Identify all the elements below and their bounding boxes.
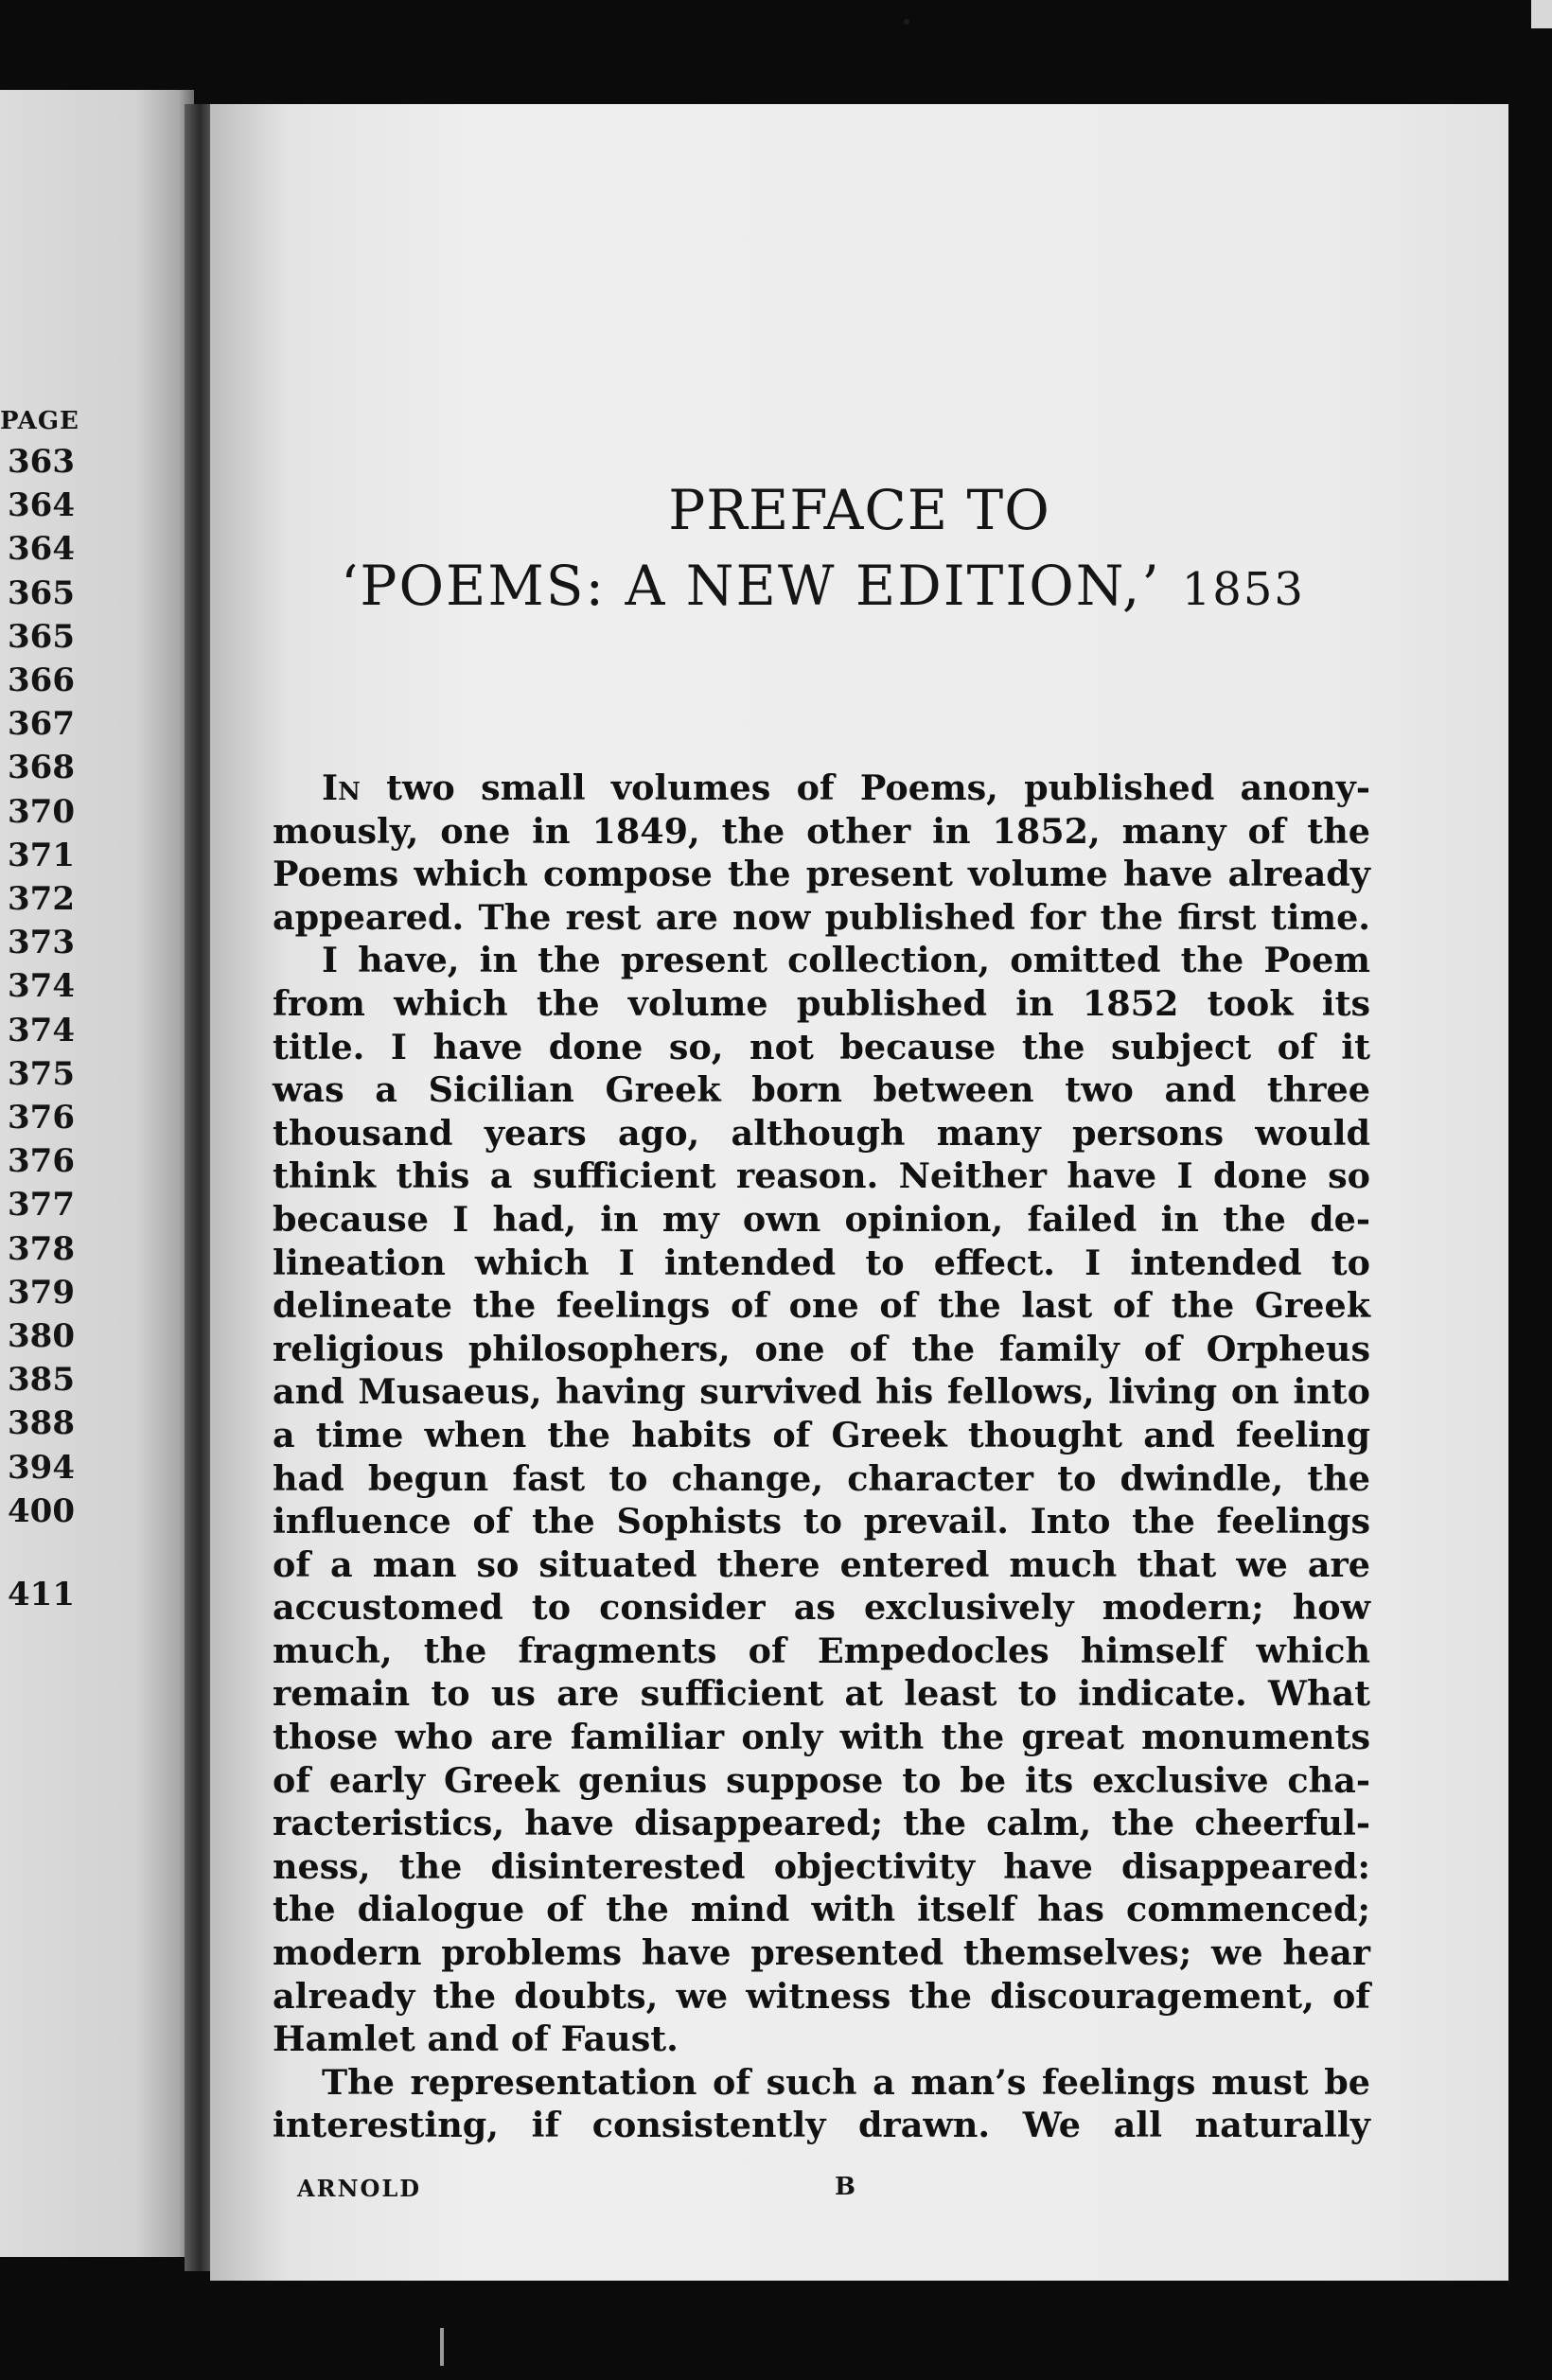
text-line: remain to us are sufficient at least to indicate. What xyxy=(273,1673,1370,1715)
text-line: because I had, in my own opinion, failed in the de- xyxy=(273,1198,1370,1240)
text-line: appeared. The rest are now published for the first time. xyxy=(273,896,1370,938)
page-number: 377 xyxy=(8,1186,75,1225)
text-line: a time when the habits of Greek thought and feeling xyxy=(273,1414,1370,1455)
text-line: and Musaeus, having survived his fellows, living on into xyxy=(273,1371,1370,1413)
page-number: 375 xyxy=(8,1054,75,1093)
text-line: already the doubts, we witness the discouragement, of xyxy=(273,1975,1370,2017)
text-line: Hamlet and of Faust. xyxy=(273,2019,679,2060)
line-text: two small volumes of Poems, published anony- xyxy=(360,767,1370,808)
page-number: 376 xyxy=(8,1099,75,1137)
page-number: 374 xyxy=(8,967,75,1006)
text-line: title. I have done so, not because the subject of it xyxy=(273,1026,1370,1067)
text-line: the dialogue of the mind with itself has commenced; xyxy=(273,1889,1370,1930)
page-number: 363 xyxy=(8,443,75,481)
page-number: 367 xyxy=(8,705,75,744)
text-line: those who are familiar only with the great monuments xyxy=(273,1717,1370,1758)
text-line: think this a sufficient reason. Neither have I done so xyxy=(273,1155,1370,1197)
text-line: Poems which compose the present volume have already xyxy=(273,854,1370,895)
text-line: mously, one in 1849, the other in 1852, many of the xyxy=(273,810,1370,852)
page-number: 368 xyxy=(8,749,75,787)
page-number: 365 xyxy=(8,573,75,612)
page-number: 366 xyxy=(8,661,75,700)
page-number: 372 xyxy=(8,880,75,919)
signature-mark: B xyxy=(835,2173,855,2201)
text-line: ness, the disinterested objectivity have disappeared: xyxy=(273,1845,1370,1887)
page-number: 400 xyxy=(8,1491,75,1530)
drop-word: In xyxy=(322,767,361,808)
preface-body xyxy=(273,767,1370,2147)
page-number: 378 xyxy=(8,1229,75,1268)
page-number: 388 xyxy=(8,1404,75,1443)
scan-dust-spot xyxy=(904,19,909,25)
text-line: lineation which I intended to effect. I intended to xyxy=(273,1242,1370,1283)
text-line: thousand years ago, although many persons would xyxy=(273,1112,1370,1154)
text-line: modern problems have presented themselves; we hear xyxy=(273,1932,1370,1974)
page-number: 364 xyxy=(8,486,75,525)
text-line: of early Greek genius suppose to be its exclusive cha- xyxy=(273,1759,1370,1801)
scan-bottom-artifact xyxy=(440,2328,444,2366)
text-line: of a man so situated there entered much that we are xyxy=(273,1543,1370,1585)
index-gap xyxy=(0,1533,104,1573)
page-subtitle xyxy=(341,554,1305,618)
text-line: racteristics, have disappeared; the calm, the cheerful- xyxy=(273,1803,1370,1844)
text-line: was a Sicilian Greek born between two and three xyxy=(273,1069,1370,1111)
text-line: had begun fast to change, character to dwindle, the xyxy=(273,1457,1370,1499)
scan-corner-artifact xyxy=(1531,0,1552,28)
page-title: PREFACE TO xyxy=(668,478,1050,542)
contents-page-numbers xyxy=(0,402,104,1616)
text-line: much, the fragments of Empedocles himself which xyxy=(273,1630,1370,1671)
page-number: 365 xyxy=(8,617,75,656)
text-line xyxy=(273,767,1370,810)
page-number: 376 xyxy=(8,1142,75,1181)
preface-page xyxy=(210,104,1508,2281)
text-line: from which the volume published in 1852 took its xyxy=(273,982,1370,1024)
text-line: interesting, if consistently drawn. We all naturally xyxy=(273,2105,1370,2146)
text-line: accustomed to consider as exclusively modern; how xyxy=(273,1587,1370,1629)
page-number: 380 xyxy=(8,1317,75,1356)
page-number: 379 xyxy=(8,1273,75,1312)
page-number: 411 xyxy=(8,1576,75,1614)
page-column-header: PAGE xyxy=(0,407,79,435)
left-page-fragment xyxy=(0,90,194,2257)
page-number: 364 xyxy=(8,530,75,569)
text-line: The representation of such a man’s feelings must be xyxy=(322,2061,1370,2103)
subtitle-year: 1853 xyxy=(1181,563,1305,616)
page-number: 374 xyxy=(8,1011,75,1049)
text-line: influence of the Sophists to prevail. Into the feelings xyxy=(273,1501,1370,1543)
page-number: 371 xyxy=(8,836,75,874)
page-number: 385 xyxy=(8,1361,75,1400)
page-number: 370 xyxy=(8,792,75,831)
text-line: religious philosophers, one of the family of Orpheus xyxy=(273,1328,1370,1369)
text-line: delineate the feelings of one of the last of the Greek xyxy=(273,1285,1370,1327)
subtitle-text: ‘POEMS: A NEW EDITION,’ xyxy=(341,554,1161,618)
page-number: 394 xyxy=(8,1448,75,1487)
footer-author: ARNOLD xyxy=(297,2175,422,2202)
text-line: I have, in the present collection, omitted the Poem xyxy=(322,940,1370,981)
page-number: 373 xyxy=(8,924,75,962)
